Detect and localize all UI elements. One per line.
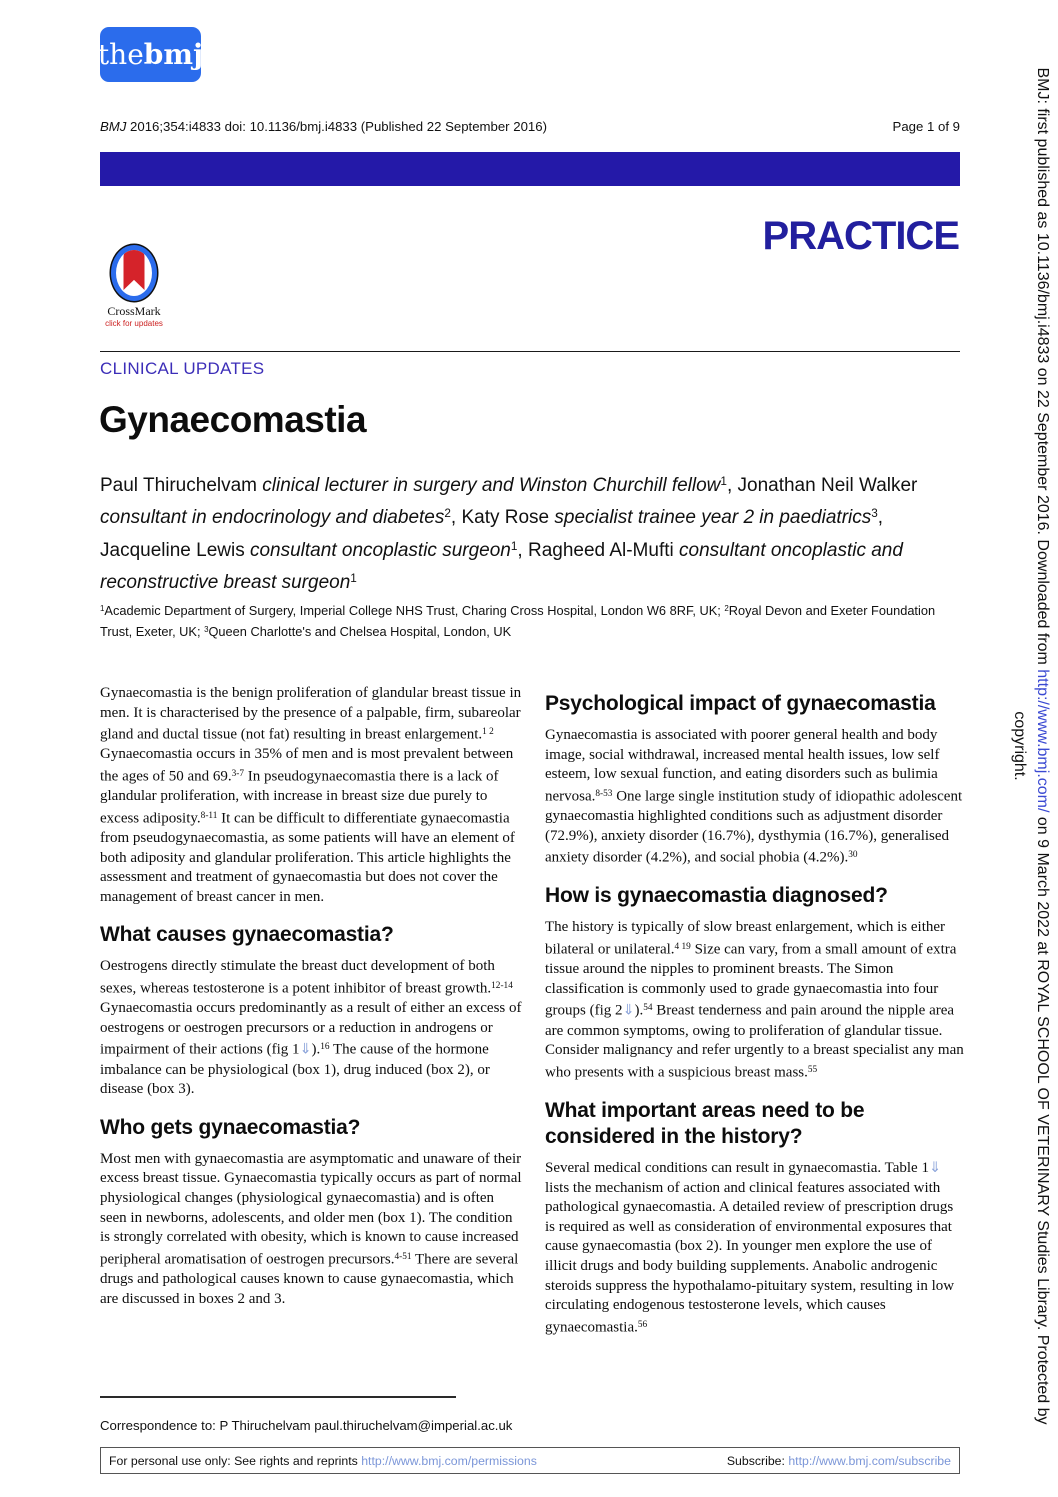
bmj-logo-the: the: [97, 38, 144, 71]
authors-line: Paul Thiruchelvam clinical lecturer in surgery and Winston Churchill fellow$^1$, Jonathan Neil Walker consultant in endocrinology and diabetes$^2$, Katy Rose specialist trainee year 2 in paediatrics$^3$, Jacqueline Lewis consultant oncoplastic surgeon$^1$, Ragheed Al-Mufti consultant oncoplastic and reconstructive breast surgeon$^1$: [100, 474, 918, 593]
subscribe-label: Subscribe:: [726, 1453, 789, 1468]
personal-use-text: [109, 1454, 537, 1468]
affiliations: $^1$Academic Department of Surgery, Imperial College NHS Trust, Charing Cross Hospital, London W6 8RF, UK; $^2$Royal Devon and Exeter Foundation Trust, Exeter, UK; $^3$Queen Charlotte's and Chelsea Hospital, London, UK: [100, 602, 936, 640]
body-paragraph: Several medical conditions can result in gynaecomastia. Table 1⇓ lists the mechanism of action and clinical features associated with pathological gynaecomastia. A detailed review of prescription drugs is required as well as consideration of environmental exposures that cause gynaecomastia (box 2). In younger men explore the use of illicit drugs and body building supplements. Anabolic androgenic steroids suppress the hypothalamo-pituitary system, resulting in low circulating endogenous testosterone levels, which causes gynaecomastia.$^{56}$: [545, 1160, 955, 1336]
practice-heading: PRACTICE: [762, 214, 959, 258]
body-paragraph: Oestrogens directly stimulate the breast duct development of both sexes, whereas testosterone is a potent inhibitor of breast growth.$^{12-14}$ Gynaecomastia occurs predominantly as a result of either an excess of oestrogens or oestrogen precursors or a reduction in androgens or impairment of their actions (fig 1⇓).$^{16}$ The cause of the hormone imbalance can be physiological (box 1), drug induced (box 2), or disease (box 3).: [100, 958, 522, 1098]
section-heading: Psychological impact of gynaecomastia: [545, 692, 936, 715]
body-paragraph: Most men with gynaecomastia are asymptomatic and unaware of their excess breast tissue. Gynaecomastia typically occurs as part of normal physiological changes (physiological gynaecomastia) and is often seen in newborns, adolescents, and older men (box 1). The condition is strongly correlated with obesity, which is known to cause increased peripheral aromatisation of oestrogen precursors.$^{4-51}$ There are several drugs and pathological causes known to cause gynaecomastia, which are discussed in boxes 2 and 3.: [100, 1150, 522, 1307]
citation-line: BMJ 2016;354:i4833 doi: 10.1136/bmj.i4833 (Published 22 September 2016): [100, 119, 547, 134]
correspondence-line: Correspondence to: P Thiruchelvam paul.thiruchelvam@imperial.ac.uk: [100, 1418, 513, 1433]
section-heading: Who gets gynaecomastia?: [100, 1115, 361, 1139]
bmj-logo-bmj: bmj: [143, 38, 204, 71]
fig-link-arrow[interactable]: ⇓: [299, 1042, 312, 1059]
footer-bar: [100, 1447, 960, 1474]
section-heading: What important areas need to be considered in the history?: [545, 1099, 865, 1149]
fig-link-arrow[interactable]: ⇓: [928, 1160, 941, 1177]
footnote-rule: [100, 1396, 456, 1398]
bmj-logo: [97, 27, 204, 82]
practice-banner-bar: [100, 152, 960, 186]
sidebar-text-post: on 9 March 2022 at ROYAL SCHOOL OF VETERINARY Studies Library. Protected by: [1034, 812, 1051, 1425]
crossmark-ribbon-icon: [124, 248, 145, 290]
crossmark-logo[interactable]: [100, 245, 168, 328]
section-heading: How is gynaecomastia diagnosed?: [545, 884, 888, 908]
body-paragraph: The history is typically of slow breast enlargement, which is either bilateral or unilateral.$^{4 19}$ Size can vary, from a small amount of extra tissue around the nipples to prominent breasts. The Simon classification is commonly used to grade gynaecomastia into four groups (fig 2⇓).$^{54}$ Breast tenderness and pain around the nipple area are common symptoms, owing to proliferation of glandular tissue. Consider malignancy and refer urgently to a breast specialist any man who presents with a suspicious breast mass.$^{55}$: [545, 919, 964, 1081]
fig-link-arrow[interactable]: ⇓: [622, 1003, 635, 1020]
kicker: CLINICAL UPDATES: [100, 359, 265, 378]
rights-reprints-label: For personal use only: See rights and reprints: [109, 1453, 362, 1468]
permissions-link[interactable]: http://www.bmj.com/permissions: [361, 1453, 537, 1468]
sidebar-provenance-line: [1031, 30, 1054, 1462]
subscribe-text: [727, 1454, 951, 1468]
sidebar-bmj-link[interactable]: http://www.bmj.com/: [1034, 669, 1051, 813]
crossmark-subtitle: click for updates: [105, 319, 163, 328]
kicker-divider: [100, 351, 960, 352]
section-heading: What causes gynaecomastia?: [100, 923, 394, 947]
crossmark-title: CrossMark: [107, 304, 161, 318]
subscribe-link[interactable]: http://www.bmj.com/subscribe: [788, 1453, 951, 1468]
sidebar-copyright-line: copyright.: [1011, 711, 1028, 781]
body-paragraph: Gynaecomastia is the benign proliferation of glandular breast tissue in men. It is characterised by the presence of a palpable, firm, subareolar gland and ductal tissue (not fat) resulting in breast enlargement.$^{1 2}$ Gynaecomastia occurs in 35% of men and is most prevalent between the ages of 50 and 69.$^{3-7}$ In pseudogynaecomastia there is a lack of glandular proliferation, with increase in breast size due purely to excess adiposity.$^{8-11}$ It can be difficult to differentiate gynaecomastia from pseudogynaecomastia, as some patients will have an element of both adiposity and glandular proliferation. This article highlights the assessment and treatment of gynaecomastia but does not cover the management of breast cancer in men.: [100, 685, 522, 905]
article-title: Gynaecomastia: [99, 399, 367, 440]
sidebar-vertical-text: [1008, 30, 1054, 1462]
sidebar-text-pre: BMJ: first published as 10.1136/bmj.i4833 on 22 September 2016. Downloaded from: [1034, 67, 1051, 670]
right-column: [545, 684, 965, 1342]
crossmark-icon: [111, 245, 157, 301]
left-column: [100, 684, 524, 1313]
page-indicator: Page 1 of 9: [892, 119, 960, 134]
body-paragraph: Gynaecomastia is associated with poorer general health and body image, social withdrawal, increased mental health issues, low self esteem, low sexual function, and eating disorders such as bulimia nervosa.$^{8-53}$ One large single institution study of idiopathic adolescent gynaecomastia highlighted conditions such as adjustment disorder (72.9%), anxiety disorder (16.7%), dysthymia (16.7%), generalised anxiety disorder (4.2%), and social phobia (4.2%).$^{30}$: [545, 727, 963, 866]
